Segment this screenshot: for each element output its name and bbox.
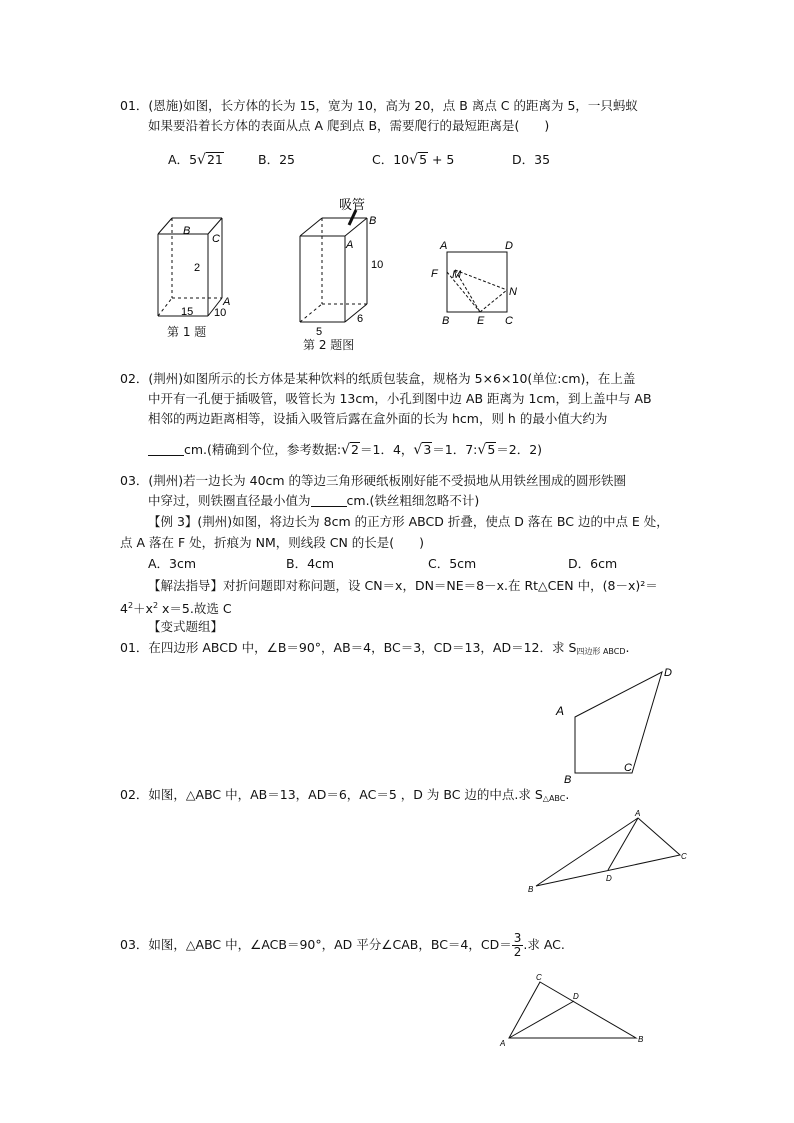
example3-guide-line-1: 【解法指导】对折问题即对称问题，设 CN＝x，DN＝NE＝8－x.在 Rt△CEN 中，(8－x)²＝: [148, 578, 658, 593]
figures-row: [0, 190, 794, 360]
guide-exp-1: 2: [127, 601, 134, 610]
example3-option-c: C．5cm: [428, 556, 477, 571]
v2-text: [120, 787, 569, 807]
q2-sqrt3-value: ＝1．7:: [432, 442, 478, 457]
v1-label-c: C: [624, 762, 632, 774]
v3-text: [120, 932, 565, 959]
fig2-label-straw: 吸管: [339, 197, 366, 212]
fig2-label-a: A: [346, 239, 354, 251]
v3-text-end: .求 AC.: [523, 937, 565, 952]
q1-line-1: 01．(恩施)如图，长方体的长为 15，宽为 10，高为 20，点 B 离点 C 的距离为 5，一只蚂蚁: [120, 98, 638, 113]
example3-option-d: D．6cm: [568, 556, 618, 571]
guide-base-4: 4: [120, 601, 128, 616]
fig1-label-a: A: [223, 296, 231, 308]
fig3-label-d: D: [505, 240, 513, 252]
fig3-label-e: E: [477, 315, 485, 327]
v2-triangle-figure: [520, 808, 700, 898]
fig3-square: [447, 252, 507, 312]
q3-line-2: [148, 493, 479, 509]
q1-option-b: B．25: [258, 152, 295, 167]
guide-plus-x: ＋x: [133, 601, 153, 616]
v1-label-d: D: [664, 667, 672, 679]
fig3-label-m: M: [452, 269, 462, 281]
fig2-label-width: 6: [357, 313, 364, 325]
q1-option-c-post: + 5: [428, 152, 455, 167]
v2-label-c: C: [681, 852, 687, 861]
v3-triangle-figure: [495, 970, 655, 1050]
v2-median-ad: [608, 818, 638, 870]
q3-line-2-text: 中穿过，则铁圈直径最小值为: [148, 493, 311, 508]
example3-option-b: B．4cm: [286, 556, 335, 571]
q1-line-2: 如果要沿着长方体的表面从点 A 爬到点 B，需要爬行的最短距离是( ): [148, 118, 550, 133]
v2-subscript: △ABC: [542, 794, 566, 803]
q1-option-c-radicand: 5: [419, 152, 428, 167]
v3-label-a: A: [500, 1039, 506, 1048]
fig2-label-b: B: [369, 215, 377, 227]
v2-label-b: B: [528, 885, 534, 894]
v1-label-b: B: [564, 774, 572, 786]
v2-label-d: D: [606, 874, 612, 883]
example3-line-2: 点 A 落在 F 处，折痕为 NM，则线段 CN 的长是( ): [120, 535, 425, 550]
q2-sqrt5-value: ＝2．2): [496, 442, 543, 457]
v3-triangle: [509, 982, 636, 1038]
q2-sqrt5: 5: [487, 442, 496, 457]
q1-option-a-radicand: 21: [206, 152, 223, 167]
q1-option-c-label: C．: [372, 152, 394, 167]
fig3-label-f: F: [431, 268, 438, 280]
q1-option-a-coef: 5: [189, 152, 198, 167]
q2-line-2: 中开有一孔便于插吸管，吸管长为 13cm，小孔到图中边 AB 距离为 1cm，到上盖中与 AB: [148, 391, 652, 406]
q3-line-1: 03．(荆州)若一边长为 40cm 的等边三角形硬纸板刚好能不受损地从用铁丝围成的圆形铁圈: [120, 473, 627, 488]
example3-line-1: 【例 3】(荆州)如图，将边长为 8cm 的正方形 ABCD 折叠，使点 D 落在 BC 边的中点 E 处，: [148, 514, 669, 529]
q2-line-4-text: cm.(精确到个位，参考数据:: [184, 442, 342, 457]
v1-quadrilateral-figure: [540, 660, 680, 790]
q1-option-d: D．35: [512, 152, 551, 167]
v1-label-a: A: [556, 704, 565, 718]
v1-quadrilateral: [575, 672, 662, 773]
v3-label-b: B: [638, 1035, 644, 1044]
v1-text-main: 01．在四边形 ABCD 中，∠B＝90°，AB＝4，BC＝3，CD＝13，AD＝12．求 S: [120, 640, 577, 655]
q2-line-3: 相邻的两边距离相等，设插入吸管后露在盒外面的长为 hcm，则 h 的最小值大约为: [148, 411, 608, 426]
v3-text-main: 03．如图，△ABC 中，∠ACB＝90°，AD 平分∠CAB，BC＝4，CD＝: [120, 937, 512, 952]
example3-guide-line-2: [120, 598, 232, 617]
example3-option-a: A．3cm: [148, 556, 197, 571]
fig2-caption: 第 2 题图: [303, 338, 355, 352]
q1-option-c: C．10√5 + 5: [372, 152, 455, 168]
q1-option-c-coef: 10: [393, 152, 410, 167]
v2-end: .: [565, 787, 570, 802]
q2-sqrt2: 2: [351, 442, 359, 457]
fig3-label-a: A: [440, 240, 448, 252]
q2-sqrt2-value: ＝1．4，: [360, 442, 414, 457]
q2-line-1: 02．(荆州)如图所示的长方体是某种饮料的纸质包装盒，规格为 5×6×10(单位:cm)，在上盖: [120, 371, 636, 386]
v1-end: .: [625, 640, 630, 655]
v1-subscript: 四边形 ABCD: [576, 647, 626, 656]
fig1-label-c: C: [212, 233, 220, 245]
fig1-label-b: B: [183, 225, 191, 237]
v3-label-c: C: [536, 973, 542, 982]
fig3-label-b: B: [442, 315, 450, 327]
fig2-cuboid: [300, 218, 367, 322]
guide-exp-2: 2: [152, 601, 159, 610]
guide-result: x＝5.故选 C: [158, 601, 232, 616]
q3-line-2-unit: cm.(铁丝粗细忽略不计): [346, 493, 480, 508]
fig1-caption: 第 1 题: [167, 325, 207, 339]
v3-fraction: [512, 932, 524, 959]
q2-sqrt3: 3: [423, 442, 432, 457]
v1-text: [120, 640, 630, 660]
fig1-label-length: 15: [181, 306, 194, 318]
fig3-label-c: C: [505, 315, 513, 327]
q2-answer-blank[interactable]: [148, 443, 184, 456]
v3-fraction-denominator: 2: [513, 945, 522, 959]
fig1-label-width: 10: [214, 307, 227, 319]
fig1-label-height: 2: [194, 262, 201, 274]
variants-heading: 【变式题组】: [148, 619, 224, 634]
q3-answer-blank[interactable]: [311, 494, 347, 507]
fig3-label-n: N: [509, 286, 517, 298]
fig2-label-length: 5: [316, 326, 323, 338]
v3-fraction-numerator: 3: [513, 931, 522, 945]
fig2-label-height: 10: [371, 259, 384, 271]
q1-option-a: A．5√21: [168, 152, 223, 168]
v3-label-d: D: [573, 992, 579, 1001]
v2-label-a: A: [635, 809, 641, 818]
q2-line-4: cm.(精确到个位，参考数据:√2＝1．4，√3＝1．7:√5＝2．2): [148, 442, 542, 458]
q1-option-a-label: A．: [168, 152, 190, 167]
v2-text-main: 02．如图，△ABC 中，AB＝13，AD＝6，AC＝5 ，D 为 BC 边的中点.求 S: [120, 787, 543, 802]
